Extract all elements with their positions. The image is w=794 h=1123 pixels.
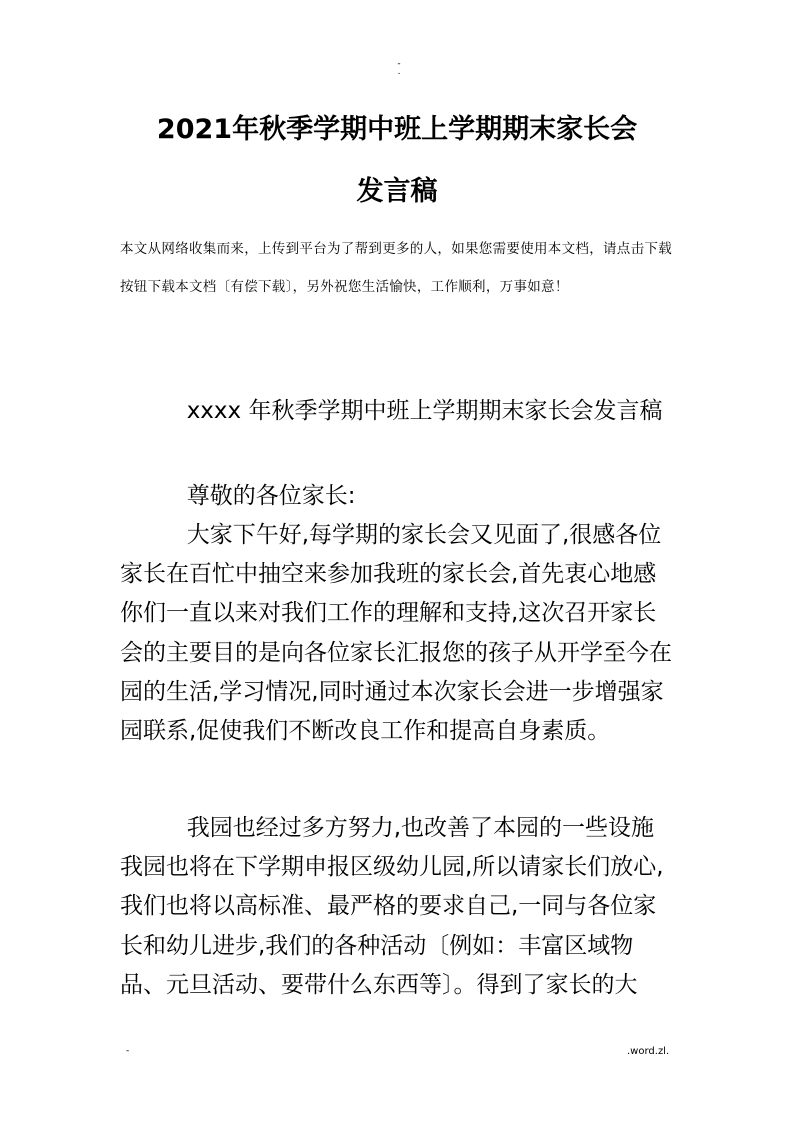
paragraph-1-text: 大家下午好,每学期的家长会又见面了,很感各位家长在百忙中抽空来参加我班的家长会,首先衷心地感你们一直以来对我们工作的理解和支持,这次召开家长会的主要目的是向各位家长汇报您的孩子从开学至今在园的生活,学习情况,同时通过本次家长会进一步增强家园联系,促使我们不断改良工作和提高自身素质。: [120, 522, 672, 745]
greeting: [120, 477, 676, 516]
document-title-line2: 发言稿: [356, 176, 438, 207]
paragraph-2: [120, 809, 676, 1005]
footer-watermark: .word.zl.: [627, 1046, 670, 1057]
download-notice: 本文从网络收集而来，上传到平台为了帮到更多的人，如果您需要使用本文档，请点击下载按钮下载本文档〔有偿下载〕，另外祝您生活愉快，工作顺利，万事如意！: [120, 241, 672, 295]
header-mark: - .: [397, 59, 401, 77]
body-sub-title: [120, 392, 676, 431]
footer-left-mark: -: [126, 1046, 130, 1056]
sub-title-text: xxxx 年秋季学期中班上学期期末家长会发言稿: [186, 398, 663, 424]
paragraph-1: [120, 516, 676, 751]
paragraph-2-text: 我园也经过多方努力,也改善了本园的一些设施我园也将在下学期申报区级幼儿园,所以请家长们放心,我们也将以高标准、最严格的要求自己,一同与各位家长和幼儿进步,我们的各种活动〔例如：丰富区域物品、元旦活动、要带什么东西等〕。得到了家长的大: [120, 815, 664, 998]
greeting-text: 尊敬的各位家长:: [186, 483, 356, 509]
document-title-line1: 2021年秋季学期中班上学期期末家长会: [156, 114, 638, 145]
